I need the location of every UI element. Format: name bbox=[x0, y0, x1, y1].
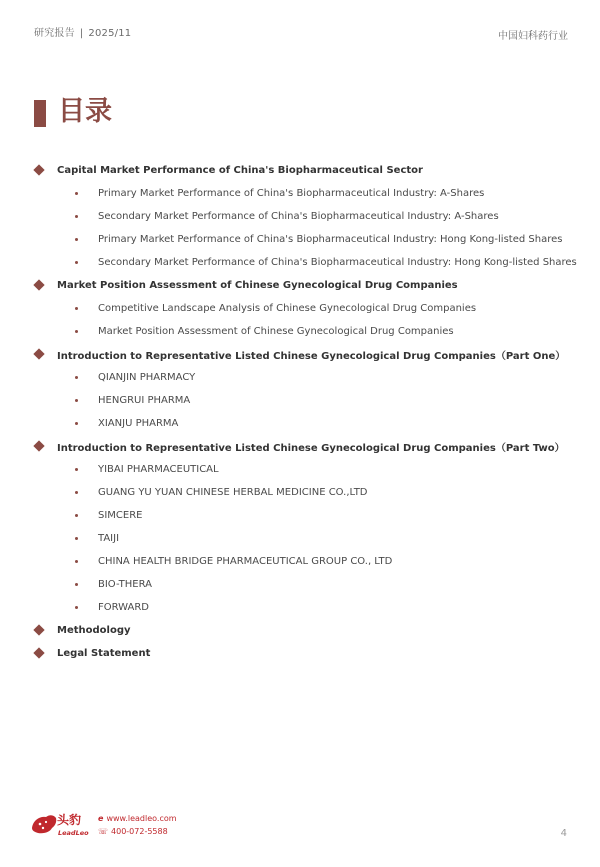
toc-entry-text: Secondary Market Performance of China's Biopharmaceutical Industry: Hong Kong-listed Shares bbox=[98, 256, 577, 268]
phone-number: 400-072-5588 bbox=[111, 827, 168, 836]
toc-entry-text: XIANJU PHARMA bbox=[98, 417, 179, 429]
toc-subsection[interactable] bbox=[0, 298, 600, 318]
logo-chinese: 头豹 bbox=[57, 813, 82, 827]
toc-section[interactable] bbox=[0, 643, 600, 663]
report-label: 研究报告 bbox=[34, 28, 75, 39]
website-line[interactable] bbox=[98, 812, 177, 825]
toc-subsection[interactable] bbox=[0, 390, 600, 410]
diamond-bullet-icon bbox=[33, 647, 44, 658]
toc-section[interactable] bbox=[0, 620, 600, 640]
page-title: 目录 bbox=[58, 96, 112, 127]
dot-bullet-icon bbox=[75, 583, 78, 586]
dot-bullet-icon bbox=[75, 215, 78, 218]
toc-entry-text: Competitive Landscape Analysis of Chinese Gynecological Drug Companies bbox=[98, 302, 477, 314]
dot-bullet-icon bbox=[75, 238, 78, 241]
toc-entry-text: Market Position Assessment of Chinese Gynecological Drug Companies bbox=[57, 279, 458, 291]
diamond-bullet-icon bbox=[33, 348, 44, 359]
diamond-bullet-icon bbox=[33, 279, 44, 290]
toc-section[interactable] bbox=[0, 344, 600, 364]
toc-entry-text: Methodology bbox=[57, 624, 131, 636]
phone-icon: ☏ bbox=[98, 827, 109, 836]
dot-bullet-icon bbox=[75, 330, 78, 333]
toc-entry-text: BIO-THERA bbox=[98, 578, 152, 590]
toc-subsection[interactable] bbox=[0, 528, 600, 548]
dot-bullet-icon bbox=[75, 468, 78, 471]
toc-entry-text: HENGRUI PHARMA bbox=[98, 394, 191, 406]
footer-contact bbox=[98, 812, 177, 838]
toc-entry-text: Market Position Assessment of Chinese Gynecological Drug Companies bbox=[98, 325, 454, 337]
toc-entry-text: Primary Market Performance of China's Biopharmaceutical Industry: Hong Kong-listed Shares bbox=[98, 233, 563, 245]
diamond-bullet-icon bbox=[33, 624, 44, 635]
toc-entry-text: Introduction to Representative Listed Chinese Gynecological Drug Companies（Part One） bbox=[57, 350, 566, 362]
toc-subsection[interactable] bbox=[0, 229, 600, 249]
toc-entry-text: Primary Market Performance of China's Biopharmaceutical Industry: A-Shares bbox=[98, 187, 485, 199]
toc-entry-text: TAIJI bbox=[98, 532, 120, 544]
dot-bullet-icon bbox=[75, 537, 78, 540]
toc-entry-text: Introduction to Representative Listed Chinese Gynecological Drug Companies（Part Two） bbox=[57, 442, 565, 454]
toc-entry-text: FORWARD bbox=[98, 601, 149, 613]
leadleo-logo bbox=[30, 808, 96, 842]
dot-bullet-icon bbox=[75, 399, 78, 402]
toc-entry-text: Capital Market Performance of China's Biopharmaceutical Sector bbox=[57, 164, 423, 176]
phone-line bbox=[98, 825, 177, 838]
toc-subsection[interactable] bbox=[0, 597, 600, 617]
toc-section[interactable] bbox=[0, 160, 600, 180]
toc-subsection[interactable] bbox=[0, 551, 600, 571]
dot-bullet-icon bbox=[75, 514, 78, 517]
toc-entry-text: CHINA HEALTH BRIDGE PHARMACEUTICAL GROUP CO., LTD bbox=[98, 555, 393, 567]
toc-entry-text: Secondary Market Performance of China's Biopharmaceutical Industry: A-Shares bbox=[98, 210, 499, 222]
dot-bullet-icon bbox=[75, 261, 78, 264]
toc-entry-text: GUANG YU YUAN CHINESE HERBAL MEDICINE CO.,LTD bbox=[98, 486, 368, 498]
header-separator: | bbox=[79, 28, 84, 39]
industry-label: 中国妇科药行业 bbox=[498, 31, 568, 42]
dot-bullet-icon bbox=[75, 560, 78, 563]
toc-subsection[interactable] bbox=[0, 459, 600, 479]
page-number: 4 bbox=[560, 828, 567, 839]
toc-subsection[interactable] bbox=[0, 367, 600, 387]
dot-bullet-icon bbox=[75, 376, 78, 379]
toc-subsection[interactable] bbox=[0, 413, 600, 433]
toc-section[interactable] bbox=[0, 275, 600, 295]
logo-icon bbox=[30, 808, 96, 838]
website-link[interactable]: www.leadleo.com bbox=[106, 814, 177, 823]
dot-bullet-icon bbox=[75, 192, 78, 195]
report-date: 2025/11 bbox=[88, 28, 132, 39]
diamond-bullet-icon bbox=[33, 164, 44, 175]
diamond-bullet-icon bbox=[33, 440, 44, 451]
logo-english: LeadLeo bbox=[58, 829, 89, 837]
toc-entry-text: QIANJIN PHARMACY bbox=[98, 371, 196, 383]
dot-bullet-icon bbox=[75, 606, 78, 609]
toc-entry-text: SIMCERE bbox=[98, 509, 143, 521]
dot-bullet-icon bbox=[75, 491, 78, 494]
toc-subsection[interactable] bbox=[0, 574, 600, 594]
toc-subsection[interactable] bbox=[0, 252, 600, 272]
toc-subsection[interactable] bbox=[0, 183, 600, 203]
toc-subsection[interactable] bbox=[0, 206, 600, 226]
toc-entry-text: YIBAI PHARMACEUTICAL bbox=[98, 463, 219, 475]
toc-subsection[interactable] bbox=[0, 505, 600, 525]
globe-icon: e bbox=[98, 814, 104, 823]
toc-subsection[interactable] bbox=[0, 321, 600, 341]
toc-subsection[interactable] bbox=[0, 482, 600, 502]
toc-section[interactable] bbox=[0, 436, 600, 456]
header-left bbox=[34, 24, 131, 39]
dot-bullet-icon bbox=[75, 422, 78, 425]
dot-bullet-icon bbox=[75, 307, 78, 310]
title-accent-bar bbox=[34, 100, 46, 127]
toc-entry-text: Legal Statement bbox=[57, 647, 151, 659]
